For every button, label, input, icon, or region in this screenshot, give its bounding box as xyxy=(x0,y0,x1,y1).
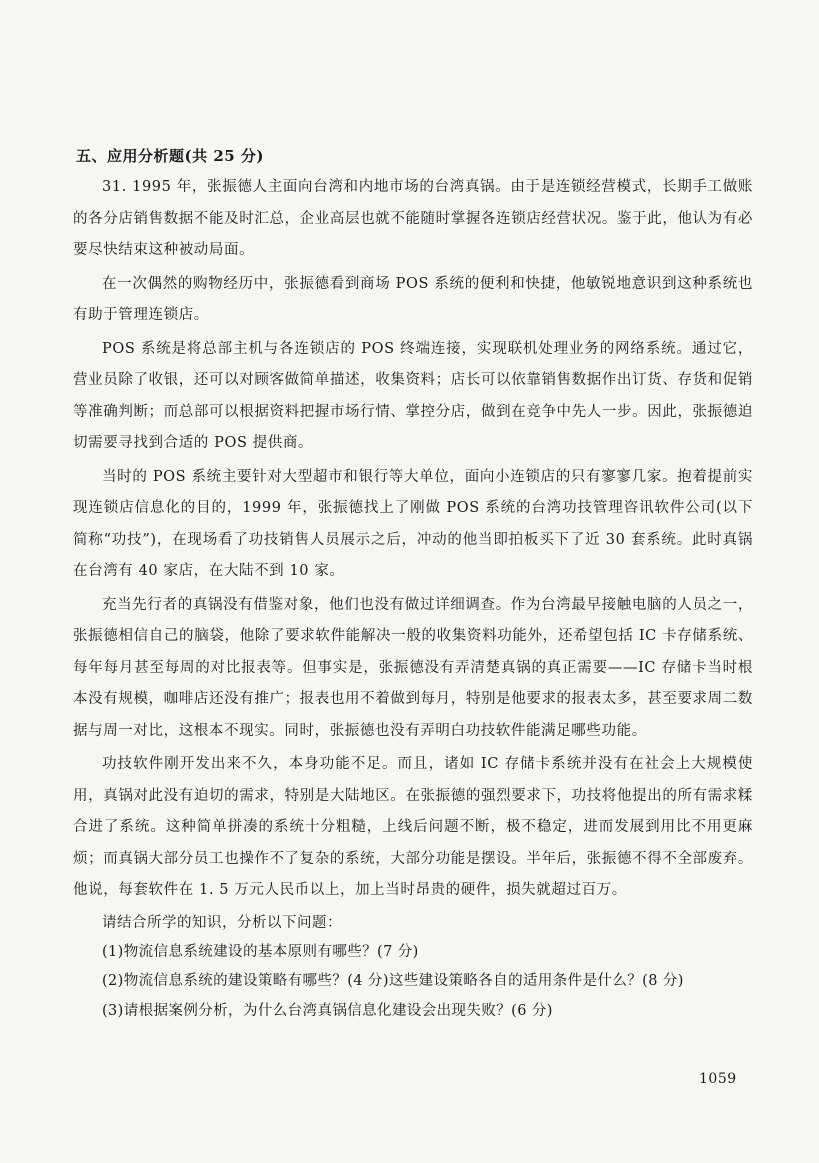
question-list xyxy=(73,938,753,1027)
case-content xyxy=(73,172,753,1026)
case-paragraph-2: 在一次偶然的购物经历中，张振德看到商场 POS 系统的便利和快捷，他敏锐地意识到这种系统也有助于管理连锁店。 xyxy=(73,275,753,323)
question-prompt: 请结合所学的知识，分析以下问题： xyxy=(102,914,342,931)
question-item: (2)物流信息系统的建设策略有哪些？(4 分)这些建设策略各自的适用条件是什么？(8 分) xyxy=(102,973,684,989)
case-paragraph-3: POS 系统是将总部主机与各连锁店的 POS 终端连接，实现联机处理业务的网络系统。通过它，营业员除了收银，还可以对顾客做简单描述，收集资料；店长可以依靠销售数据作出订货、存货和促销等准确判断；而总部可以根据资料把握市场行情、掌控分店，做到在竞争中先人一步。因此，张振德迫切需要寻找到合适的 POS 提供商。 xyxy=(73,340,753,451)
case-paragraph-5: 充当先行者的真锅没有借鉴对象，他们也没有做过详细调查。作为台湾最早接触电脑的人员之一，张振德相信自己的脑袋，他除了要求软件能解决一般的收集资料功能外，还希望包括 IC 卡存储系统、每年每月甚至每周的对比报表等。但事实是，张振德没有弄清楚真锅的真正需要——IC 存储卡当时根本没有规模，咖啡店还没有推广；报表也用不着做到每月，特别是他要求的报表太多，甚至要求周二数据与周一对比，这根本不现实。同时，张振德也没有弄明白功技软件能满足哪些功能。 xyxy=(73,596,753,739)
case-paragraph-6: 功技软件刚开发出来不久，本身功能不足。而且，诸如 IC 存储卡系统并没有在社会上大规模使用，真锅对此没有迫切的需求，特别是大陆地区。在张振德的强烈要求下，功技将他提出的所有需求糅合进了系统。这种简单拼凑的系统十分粗糙，上线后问题不断，极不稳定，进而发展到用比不用更麻烦；而真锅大部分员工也操作不了复杂的系统，大部分功能是摆设。半年后，张振德不得不全部废弃。他说，每套软件在 1. 5 万元人民币以上，加上当时昂贵的硬件，损失就超过百万。 xyxy=(73,756,753,898)
question-item: (3)请根据案例分析，为什么台湾真锅信息化建设会出现失败？(6 分) xyxy=(102,1002,553,1019)
case-paragraph-4: 当时的 POS 系统主要针对大型超市和银行等大单位，面向小连锁店的只有寥寥几家。抱着提前实现连锁店信息化的目的，1999 年，张振德找上了刚做 POS 系统的台湾功技管理咨讯软件公司(以下简称“功技”)，在现场看了功技销售人员展示之后，冲动的他当即拍板买下了近 30 套系统。此时真锅在台湾有 40 家店，在大陆不到 10 家。 xyxy=(73,468,753,579)
case-paragraph-1: 31. 1995 年，张振德人主面向台湾和内地市场的台湾真锅。由于是连锁经营模式，长期手工做账的各分店销售数据不能及时汇总，企业高层也就不能随时掌握各连锁店经营状况。鉴于此，他认为有必要尽快结束这种被动局面。 xyxy=(73,179,753,258)
page-number: 1059 xyxy=(699,1071,737,1087)
question-item: (1)物流信息系统建设的基本原则有哪些？(7 分) xyxy=(102,943,419,960)
section-title: 五、应用分析题(共 25 分) xyxy=(76,147,265,165)
